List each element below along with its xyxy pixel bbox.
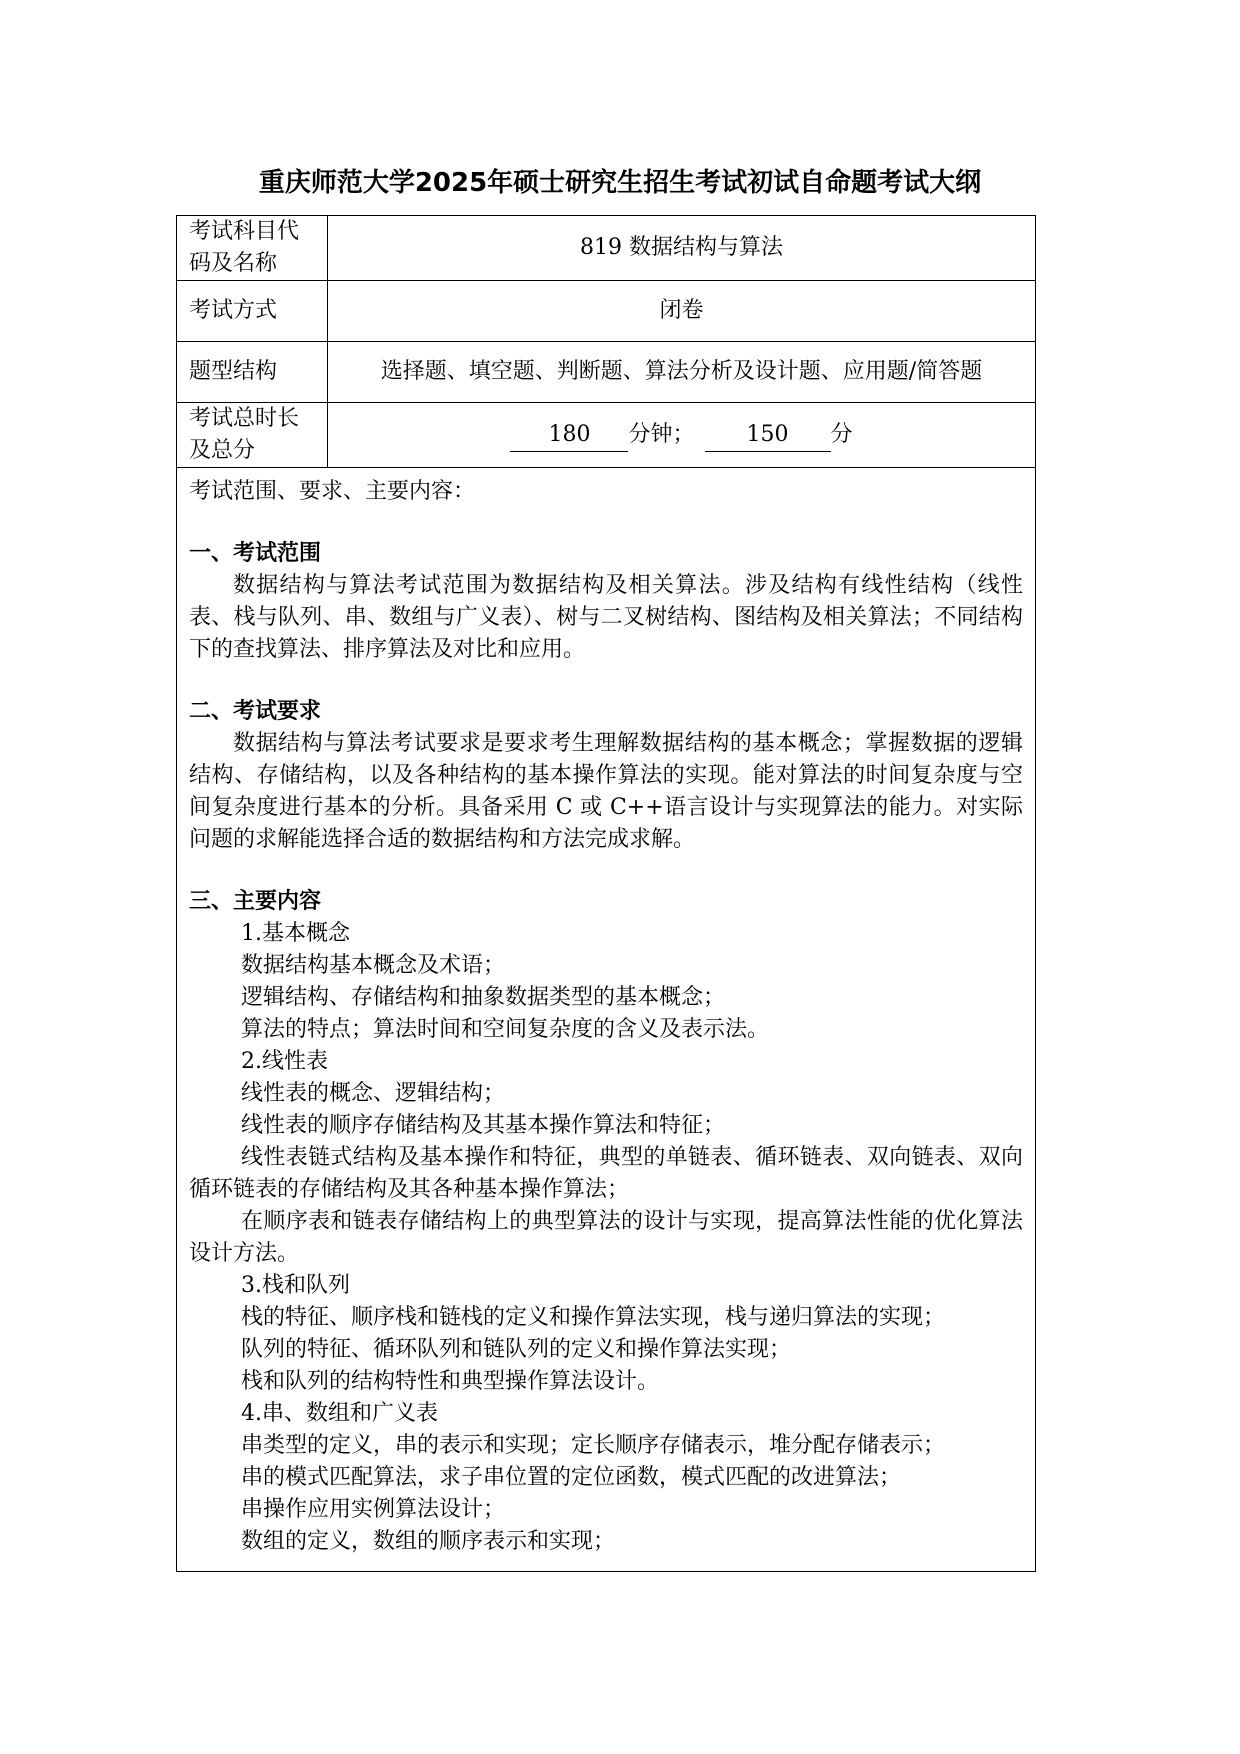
topic-line: 线性表的顺序存储结构及其基本操作算法和特征； xyxy=(241,1113,726,1138)
topic-title: 2.线性表 xyxy=(241,1049,328,1074)
content-intro: 考试范围、要求、主要内容： xyxy=(189,479,476,504)
section-text: 数据结构与算法考试范围为数据结构及相关算法。涉及结构有线性结构（线性表、栈与队列、串、数组与广义表）、树与二叉树结构、图结构及相关算法；不同结构下的查找算法、排序算法及对比和应用。 xyxy=(189,573,1023,662)
section-heading: 三、主要内容 xyxy=(189,889,322,914)
topic-line: 线性表链式结构及基本操作和特征，典型的单链表、循环链表、双向链表、双向循环链表的存储结构及其各种基本操作算法； xyxy=(189,1145,1023,1202)
topic-line: 数据结构基本概念及术语； xyxy=(241,953,506,978)
total-score: 150 xyxy=(705,419,831,452)
table-row xyxy=(177,281,1036,342)
topic-line: 在顺序表和链表存储结构上的典型算法的设计与实现，提高算法性能的优化算法设计方法。 xyxy=(189,1209,1023,1266)
topic-title: 4.串、数组和广义表 xyxy=(241,1401,438,1426)
section-text: 数据结构与算法考试要求是要求考生理解数据结构的基本概念；掌握数据的逻辑结构、存储结构，以及各种结构的基本操作算法的实现。能对算法的时间复杂度与空间复杂度进行基本的分析。具备采用 C 或 C++语言设计与实现算法的能力。对实际问题的求解能选择合适的数据结构和方法完成求解。 xyxy=(189,731,1023,852)
topic-line: 数组的定义，数组的顺序表示和实现； xyxy=(241,1529,616,1554)
outline-table xyxy=(176,215,1036,1572)
section-heading: 二、考试要求 xyxy=(189,699,322,724)
question-types-value: 选择题、填空题、判断题、算法分析及设计题、应用题/简答题 xyxy=(328,342,1036,403)
duration-value xyxy=(328,403,1036,468)
duration-minutes: 180 xyxy=(510,419,628,452)
topic-line: 算法的特点；算法时间和空间复杂度的含义及表示法。 xyxy=(241,1017,770,1042)
duration-minutes-unit: 分钟； xyxy=(628,421,695,447)
topic-line: 队列的特征、循环队列和链队列的定义和操作算法实现； xyxy=(241,1337,792,1362)
table-row xyxy=(177,468,1036,1572)
question-types-label: 题型结构 xyxy=(177,342,328,403)
topic-line: 线性表的概念、逻辑结构； xyxy=(241,1081,506,1106)
topic-title: 1.基本概念 xyxy=(241,921,350,946)
topic-line: 栈的特征、顺序栈和链栈的定义和操作算法实现，栈与递归算法的实现； xyxy=(241,1305,946,1330)
topic-line: 串类型的定义，串的表示和实现；定长顺序存储表示，堆分配存储表示； xyxy=(241,1433,946,1458)
topic-line: 串的模式匹配算法，求子串位置的定位函数，模式匹配的改进算法； xyxy=(241,1465,902,1490)
duration-label: 考试总时长及总分 xyxy=(177,403,328,468)
topic-line: 栈和队列的结构特性和典型操作算法设计。 xyxy=(241,1369,660,1394)
table-row xyxy=(177,342,1036,403)
table-row xyxy=(177,403,1036,468)
table-row xyxy=(177,216,1036,281)
section-heading: 一、考试范围 xyxy=(189,541,322,566)
topic-line: 逻辑结构、存储结构和抽象数据类型的基本概念； xyxy=(241,985,726,1010)
subject-value: 819 数据结构与算法 xyxy=(328,216,1036,281)
total-score-unit: 分 xyxy=(830,421,853,447)
document-title: 重庆师范大学2025年硕士研究生招生考试初试自命题考试大纲 xyxy=(258,168,982,198)
exam-mode-value: 闭卷 xyxy=(328,281,1036,342)
topic-title: 3.栈和队列 xyxy=(241,1273,350,1298)
exam-mode-label: 考试方式 xyxy=(177,281,328,342)
content-cell xyxy=(177,468,1036,1572)
topic-line: 串操作应用实例算法设计； xyxy=(241,1497,506,1522)
subject-label: 考试科目代码及名称 xyxy=(177,216,328,281)
